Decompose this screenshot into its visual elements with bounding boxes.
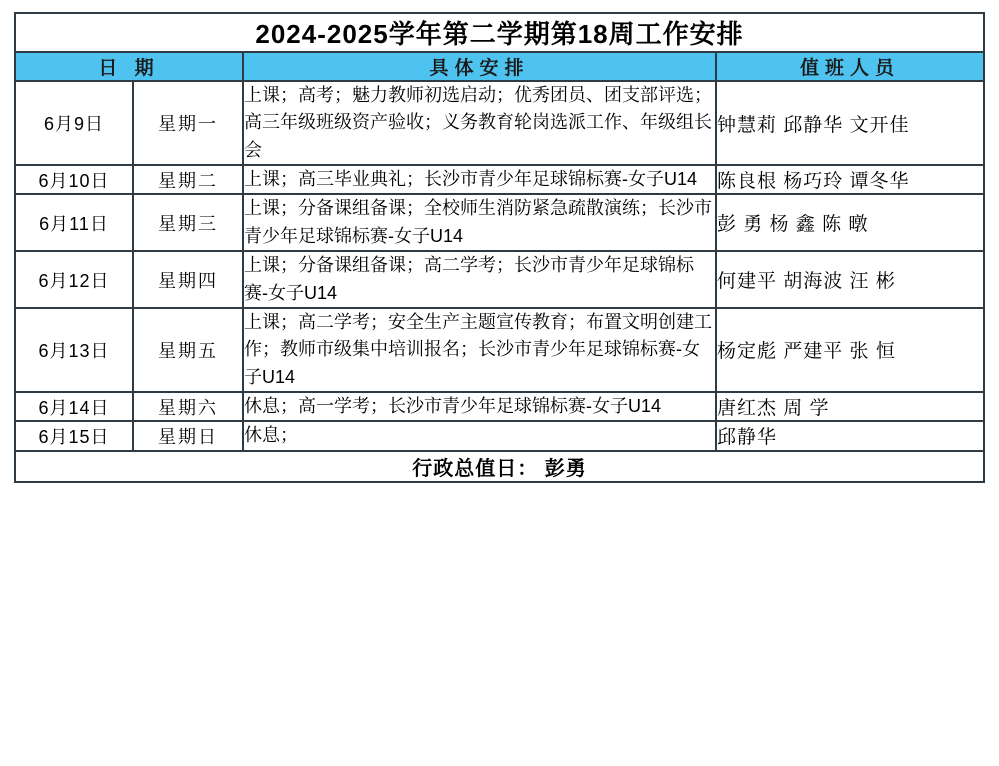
row-duty: 唐红杰 周 学 [716,392,984,421]
row-weekday: 星期三 [133,194,243,251]
row-date: 6月11日 [15,194,133,251]
footer-note: 行政总值日： 彭勇 [15,451,984,482]
row-detail: 上课；分备课组备课；全校师生消防紧急疏散演练；长沙市青少年足球锦标赛-女子U14 [243,194,716,251]
row-detail: 休息； [243,421,716,450]
table-row [15,194,984,251]
row-date: 6月13日 [15,308,133,392]
title-row [15,13,984,52]
row-weekday: 星期二 [133,165,243,194]
row-detail: 上课；分备课组备课；高二学考；长沙市青少年足球锦标赛-女子U14 [243,251,716,308]
row-weekday: 星期日 [133,421,243,450]
row-date: 6月14日 [15,392,133,421]
table-row [15,308,984,392]
row-duty: 何建平 胡海波 汪 彬 [716,251,984,308]
row-detail: 上课；高三毕业典礼；长沙市青少年足球锦标赛-女子U14 [243,165,716,194]
row-weekday: 星期一 [133,81,243,165]
row-weekday: 星期六 [133,392,243,421]
column-header-duty: 值班人员 [716,52,984,81]
row-date: 6月12日 [15,251,133,308]
weekly-schedule-table [14,12,985,483]
row-duty: 彭 勇 杨 鑫 陈 暾 [716,194,984,251]
row-duty: 钟慧莉 邱静华 文开佳 [716,81,984,165]
row-date: 6月15日 [15,421,133,450]
row-date: 6月10日 [15,165,133,194]
row-date: 6月9日 [15,81,133,165]
column-header-date: 日 期 [15,52,243,81]
row-detail: 休息；高一学考；长沙市青少年足球锦标赛-女子U14 [243,392,716,421]
row-detail: 上课；高考；魅力教师初选启动；优秀团员、团支部评选；高三年级班级资产验收；义务教育轮岗选派工作、年级组长会 [243,81,716,165]
table-row [15,392,984,421]
row-weekday: 星期五 [133,308,243,392]
row-weekday: 星期四 [133,251,243,308]
header-row [15,52,984,81]
footer-row [15,451,984,482]
row-duty: 陈良根 杨巧玲 谭冬华 [716,165,984,194]
row-duty: 邱静华 [716,421,984,450]
table-row [15,81,984,165]
column-header-detail: 具体安排 [243,52,716,81]
table-row [15,251,984,308]
table-row [15,165,984,194]
row-detail: 上课；高二学考；安全生产主题宣传教育；布置文明创建工作；教师市级集中培训报名；长沙市青少年足球锦标赛-女子U14 [243,308,716,392]
row-duty: 杨定彪 严建平 张 恒 [716,308,984,392]
table-row [15,421,984,450]
document-title: 2024-2025学年第二学期第18周工作安排 [15,13,984,52]
